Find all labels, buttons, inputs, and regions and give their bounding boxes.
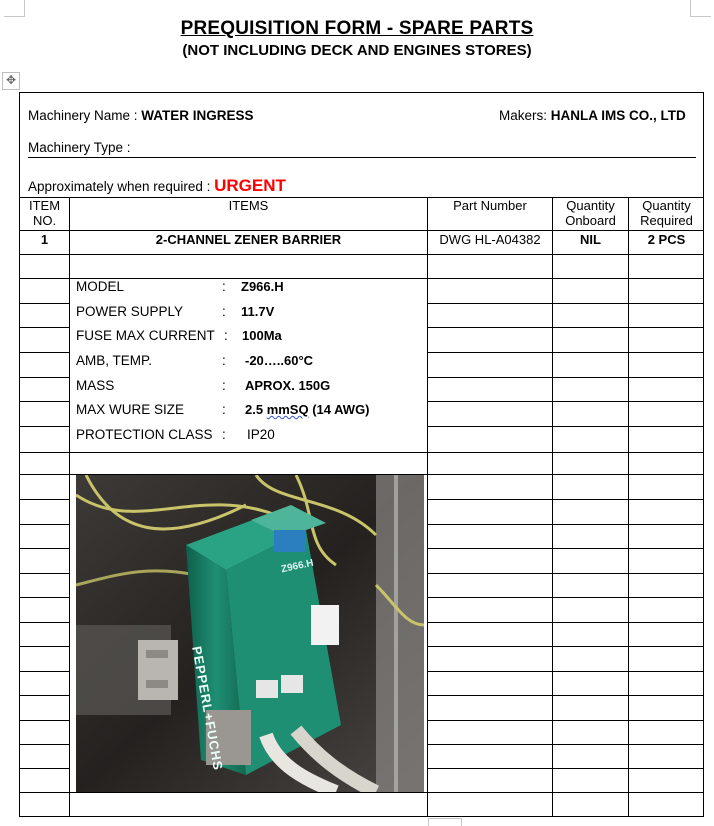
table-row-line bbox=[427, 573, 704, 574]
table-row-line bbox=[427, 401, 704, 402]
required-value: URGENT bbox=[214, 176, 286, 195]
col-header-items: ITEMS bbox=[228, 198, 269, 213]
table-row-line bbox=[427, 695, 704, 696]
photo-brand-text: PEPPERL+FUCHS bbox=[189, 645, 226, 772]
makers-value: HANLA IMS CO., LTD bbox=[550, 108, 686, 123]
row1-qty-onboard: NIL bbox=[580, 232, 601, 247]
col-header-qty-onboard: Quantity Onboard bbox=[565, 198, 616, 228]
table-row-line bbox=[20, 499, 69, 500]
spec-sep: : bbox=[222, 427, 226, 442]
required-label: Approximately when required : bbox=[28, 179, 215, 194]
machinery-name-value: WATER INGRESS bbox=[141, 108, 254, 123]
zener-barrier-photo bbox=[76, 475, 424, 792]
spec-key-protection-class: PROTECTION CLASS bbox=[76, 427, 213, 442]
spec-value-model: Z966.H bbox=[241, 279, 284, 294]
col-header-item-no: ITEM NO. bbox=[28, 198, 61, 228]
required-field bbox=[28, 176, 286, 196]
table-row-line bbox=[427, 426, 704, 427]
col-header-qty-required: Quantity Required bbox=[640, 198, 693, 228]
table-row-line bbox=[20, 671, 69, 672]
table-row-line bbox=[20, 622, 69, 623]
table-row-line bbox=[427, 352, 704, 353]
table-row-line bbox=[20, 303, 69, 304]
spec-sep: : bbox=[222, 353, 226, 368]
makers-field bbox=[499, 108, 686, 123]
table-row-line bbox=[20, 597, 69, 598]
spec-value-fuse-max-current: 100Ma bbox=[242, 328, 282, 343]
form-subtitle: (NOT INCLUDING DECK AND ENGINES STORES) bbox=[182, 42, 532, 59]
table-row-line bbox=[20, 573, 69, 574]
spec-value-protection-class: IP20 bbox=[247, 427, 275, 442]
table-row-line bbox=[20, 524, 69, 525]
spec-key-power-supply: POWER SUPPLY bbox=[76, 304, 184, 319]
row1-part-number: DWG HL-A04382 bbox=[439, 232, 541, 247]
ruler-mark bbox=[428, 818, 462, 826]
table-row-line bbox=[427, 744, 704, 745]
row1-qty-required: 2 PCS bbox=[647, 232, 686, 247]
table-row-line bbox=[427, 499, 704, 500]
spec-value-mass: APROX. 150G bbox=[245, 378, 331, 393]
spec-key-mass: MASS bbox=[76, 378, 115, 393]
table-row-line bbox=[427, 303, 704, 304]
table-row-line bbox=[20, 720, 69, 721]
form-title: PREQUISITION FORM - SPARE PARTS bbox=[180, 18, 534, 39]
machinery-name-field bbox=[28, 108, 254, 123]
table-row-line bbox=[20, 254, 704, 255]
table-row-line bbox=[427, 597, 704, 598]
table-row-line bbox=[20, 548, 69, 549]
table-row-line bbox=[20, 352, 69, 353]
table-row-line bbox=[427, 622, 704, 623]
table-row-line bbox=[20, 744, 69, 745]
table-header-bottom bbox=[20, 230, 704, 231]
table-move-handle-icon[interactable]: ✥ bbox=[2, 72, 20, 90]
page-corner-mark-left bbox=[4, 0, 25, 17]
table-row-line bbox=[427, 671, 704, 672]
photo-model-text: Z966.H bbox=[280, 557, 315, 576]
spec-sep: : bbox=[222, 304, 226, 319]
table-column-line bbox=[628, 197, 629, 817]
col-header-part-number: Part Number bbox=[453, 198, 527, 213]
makers-label: Makers: bbox=[499, 108, 551, 123]
spec-value-max-wire-size: 2.5 mmSQ (14 AWG) bbox=[245, 402, 370, 417]
row1-item: 2-CHANNEL ZENER BARRIER bbox=[155, 232, 342, 247]
table-row-line bbox=[20, 768, 69, 769]
machinery-type-underline bbox=[28, 157, 696, 158]
table-row-line bbox=[427, 327, 704, 328]
table-row-line bbox=[20, 646, 69, 647]
spec-sep: : bbox=[224, 328, 228, 343]
spec-key-max-wire-size: MAX WURE SIZE bbox=[76, 402, 185, 417]
table-row-line bbox=[20, 792, 704, 793]
table-row-line bbox=[20, 401, 69, 402]
spec-key-fuse-max-current: FUSE MAX CURRENT bbox=[76, 328, 215, 343]
row1-item-no: 1 bbox=[40, 232, 49, 247]
spec-value-amb-temp: -20…..60°C bbox=[245, 353, 314, 368]
table-row-line bbox=[20, 452, 704, 453]
table-row-line bbox=[427, 646, 704, 647]
table-row-line bbox=[427, 548, 704, 549]
table-row-line bbox=[427, 768, 704, 769]
table-row-line bbox=[427, 377, 704, 378]
table-row-line bbox=[427, 720, 704, 721]
table-row-line bbox=[20, 377, 69, 378]
spec-value-power-supply: 11.7V bbox=[241, 304, 275, 319]
machinery-name-label: Machinery Name : bbox=[28, 108, 142, 123]
table-row-line bbox=[427, 524, 704, 525]
spec-key-amb-temp: AMB, TEMP. bbox=[76, 353, 153, 368]
table-row-line bbox=[20, 327, 69, 328]
spellcheck-underline: mmSQ bbox=[266, 402, 309, 417]
spec-sep: : bbox=[222, 402, 226, 417]
spec-sep: : bbox=[222, 279, 226, 294]
page-corner-mark-right bbox=[690, 0, 711, 17]
table-column-line bbox=[69, 197, 70, 817]
spec-sep: : bbox=[222, 378, 226, 393]
spec-key-model: MODEL bbox=[76, 279, 125, 294]
table-row-line bbox=[20, 426, 69, 427]
table-row-line bbox=[20, 695, 69, 696]
machinery-type-label: Machinery Type : bbox=[28, 140, 131, 155]
table-column-line bbox=[552, 197, 553, 817]
table-column-line bbox=[427, 197, 428, 817]
